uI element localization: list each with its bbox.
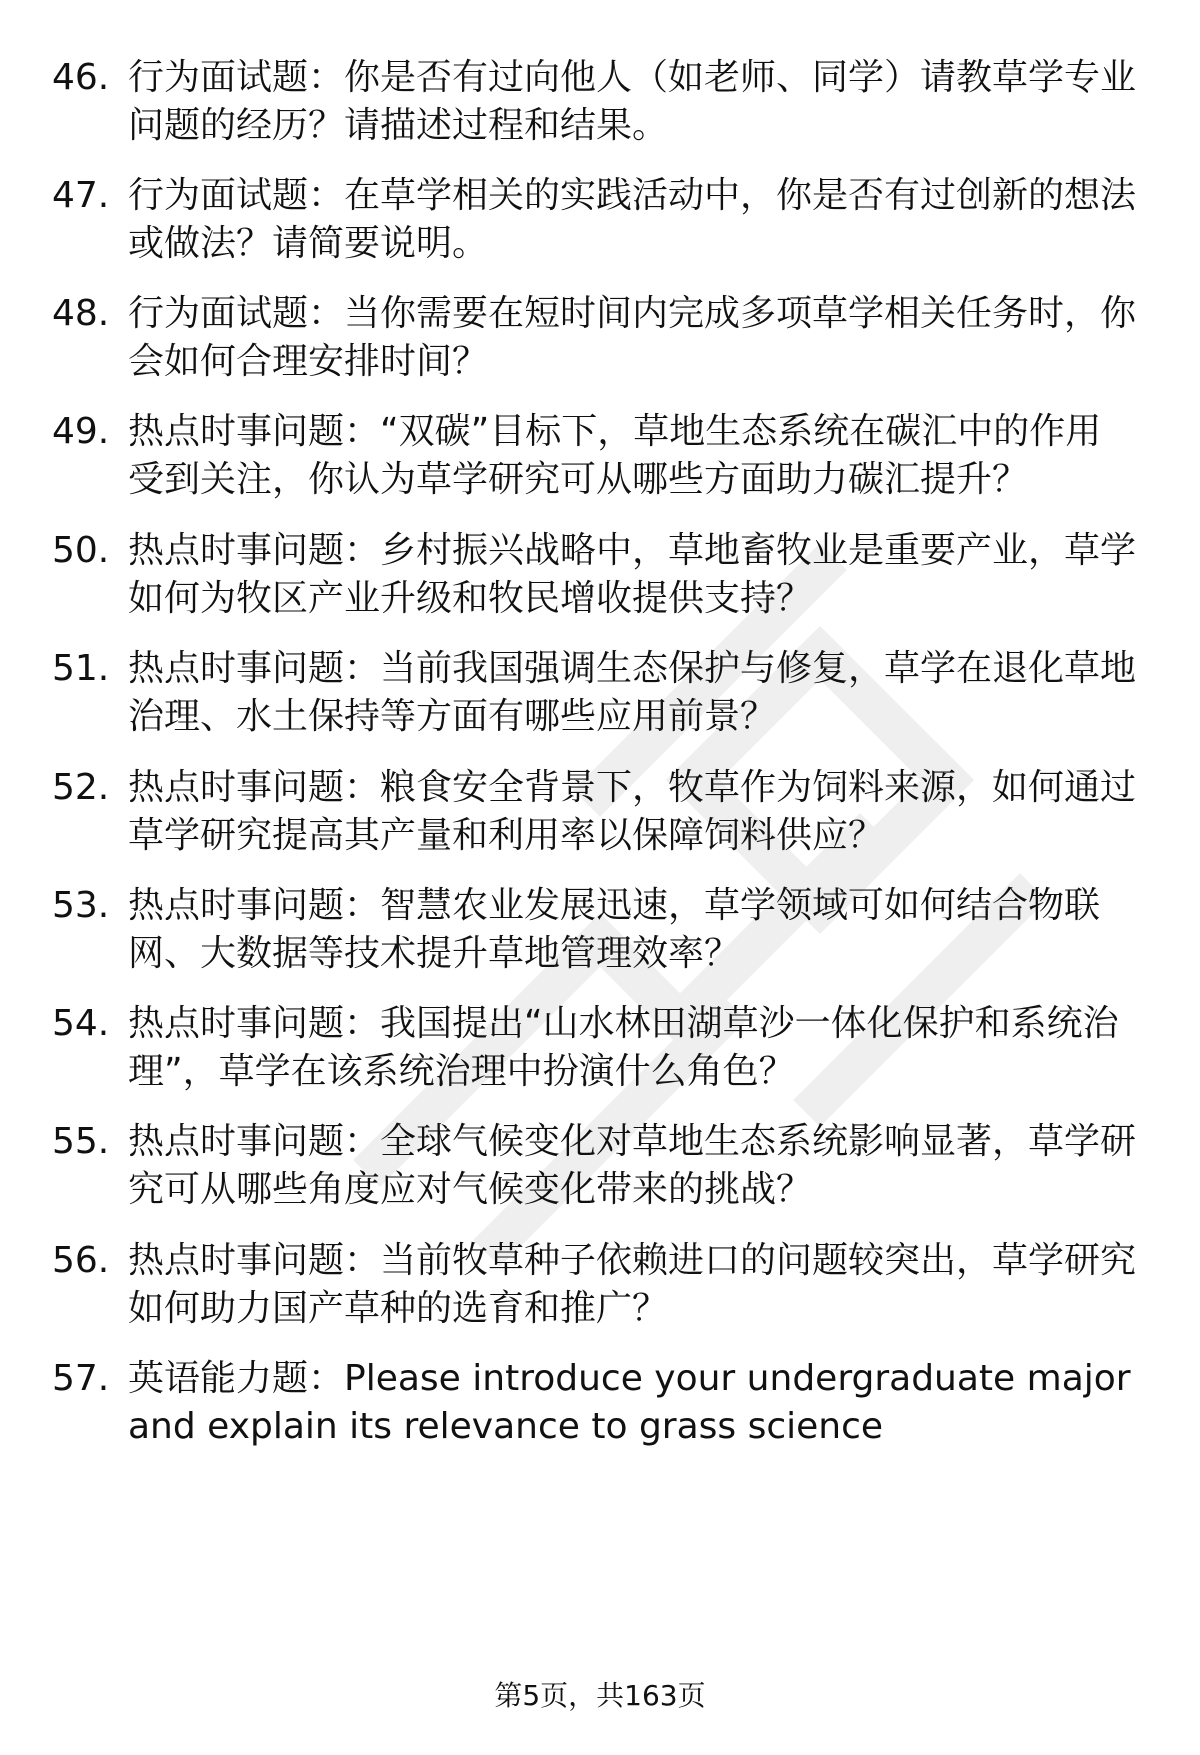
question-text-line: 究可从哪些角度应对气候变化带来的挑战？	[128, 1169, 813, 1210]
question-text	[128, 172, 1198, 268]
question-number: 51.	[52, 648, 110, 689]
question-text-line: 行为面试题：在草学相关的实践活动中，你是否有过创新的想法	[128, 175, 1137, 216]
question-text	[128, 1237, 1198, 1333]
question-text	[128, 54, 1198, 150]
question-text-line: 热点时事问题：全球气候变化对草地生态系统影响显著，草学研	[128, 1121, 1137, 1162]
question-text-line: and explain its relevance to grass science	[128, 1406, 884, 1447]
question-text-line: 如何为牧区产业升级和牧民增收提供支持？	[128, 578, 813, 619]
question-number: 53.	[52, 885, 110, 926]
question-text-line: 行为面试题：当你需要在短时间内完成多项草学相关任务时，你	[128, 293, 1137, 334]
question-text-line: 理”，草学在该系统治理中扮演什么角色？	[128, 1051, 795, 1092]
question-text	[128, 1000, 1198, 1096]
question-text-line: 草学研究提高其产量和利用率以保障饲料供应？	[128, 815, 885, 856]
question-number: 54.	[52, 1003, 110, 1044]
question-number: 52.	[52, 767, 110, 808]
question-number: 57.	[52, 1358, 110, 1399]
question-text-line: 或做法？请简要说明。	[128, 223, 489, 264]
question-text-line: 网、大数据等技术提升草地管理效率？	[128, 933, 741, 974]
question-number: 50.	[52, 530, 110, 571]
question-number: 49.	[52, 411, 110, 452]
question-text-line: 行为面试题：你是否有过向他人（如老师、同学）请教草学专业	[128, 57, 1137, 98]
question-text-line: 如何助力国产草种的选育和推广？	[128, 1288, 669, 1329]
question-text-line: 热点时事问题：乡村振兴战略中，草地畜牧业是重要产业，草学	[128, 530, 1137, 571]
question-text	[128, 882, 1198, 978]
question-text-line: 热点时事问题：粮食安全背景下，牧草作为饲料来源，如何通过	[128, 767, 1137, 808]
question-text-line: 治理、水土保持等方面有哪些应用前景？	[128, 696, 777, 737]
question-text-line: 热点时事问题：当前我国强调生态保护与修复，草学在退化草地	[128, 648, 1137, 689]
question-number: 56.	[52, 1240, 110, 1281]
question-text	[128, 290, 1198, 386]
question-text	[128, 408, 1198, 504]
question-number: 46.	[52, 57, 110, 98]
question-text-line: 热点时事问题：我国提出“山水林田湖草沙一体化保护和系统治	[128, 1003, 1119, 1044]
question-text-line: 问题的经历？请描述过程和结果。	[128, 105, 669, 146]
question-number: 55.	[52, 1121, 110, 1162]
question-text-line: 受到关注，你认为草学研究可从哪些方面助力碳汇提升？	[128, 459, 1029, 500]
question-number: 48.	[52, 293, 110, 334]
page-number-footer: 第5页，共163页	[494, 1679, 706, 1712]
question-text-line: 热点时事问题：“双碳”目标下，草地生态系统在碳汇中的作用	[128, 411, 1102, 452]
question-text-line: 英语能力题：Please introduce your undergraduate major	[128, 1358, 1131, 1399]
question-text	[128, 527, 1198, 623]
question-text	[128, 1118, 1198, 1214]
question-text	[128, 1355, 1198, 1451]
question-text-line: 热点时事问题：当前牧草种子依赖进口的问题较突出，草学研究	[128, 1240, 1137, 1281]
question-text	[128, 764, 1198, 860]
question-text-line: 会如何合理安排时间？	[128, 341, 489, 382]
question-number: 47.	[52, 175, 110, 216]
question-text-line: 热点时事问题：智慧农业发展迅速，草学领域可如何结合物联	[128, 885, 1101, 926]
question-text	[128, 645, 1198, 741]
